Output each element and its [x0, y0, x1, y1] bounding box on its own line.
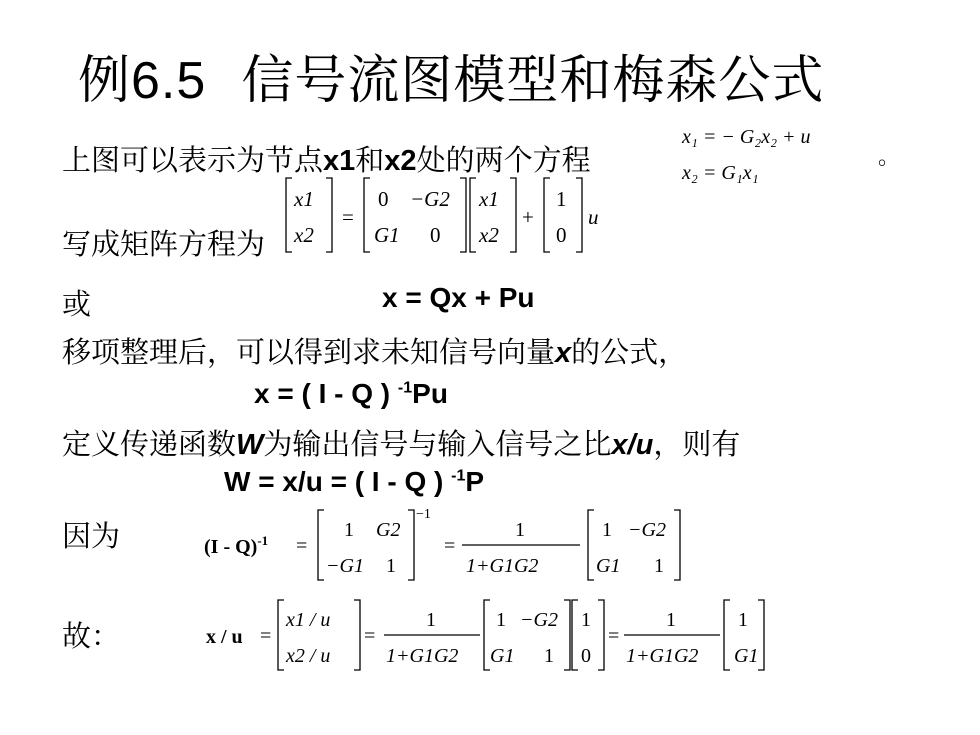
line1-x2: x2: [384, 145, 417, 177]
u-var: u: [588, 205, 599, 229]
line-8-label: 因为: [62, 519, 121, 553]
line-6: [62, 422, 740, 463]
equation-2: x₂ = G₁x₁: [682, 162, 759, 184]
title-number: 6.5: [131, 52, 207, 110]
m11: 1: [344, 519, 354, 541]
equals-b: =: [364, 625, 376, 647]
plus-sign: +: [522, 205, 534, 229]
final-1: 1: [738, 609, 748, 631]
rr21: G1: [490, 645, 515, 667]
p1: 1: [556, 187, 567, 211]
line5-pre: x = ( I - Q ): [254, 378, 398, 409]
line-2: 写成矩阵方程为: [62, 227, 266, 261]
rr11: 1: [496, 609, 506, 631]
line7-pre: W = x/u = ( I - Q ): [224, 466, 452, 497]
r11: 1: [602, 519, 612, 541]
line6-var: W: [236, 429, 264, 461]
line4-var: x: [555, 337, 572, 369]
line1-period: 。: [878, 145, 901, 170]
final-2: G1: [734, 645, 759, 667]
line1-after: 处的两个方程: [416, 143, 591, 177]
q11: 0: [378, 187, 389, 211]
inverse-lhs: (I - Q)$^{-1}$: [204, 533, 269, 558]
q22: 0: [430, 223, 441, 247]
frac1-den: 1+G1G2: [386, 645, 459, 667]
v1: x1 / u: [286, 609, 331, 631]
frac1-num: 1: [426, 609, 436, 631]
equation-1: x₁ = − G₂x₂ + u: [682, 126, 811, 148]
title-rest: 信号流图模型和梅森公式: [241, 51, 825, 111]
inverse-equation: [200, 504, 690, 586]
q12: −G2: [410, 187, 450, 211]
equation-w: [224, 466, 484, 498]
m12: G2: [376, 519, 401, 541]
page-title: [78, 38, 824, 113]
line1-before: 上图可以表示为节点: [62, 143, 324, 177]
r21: G1: [596, 555, 621, 577]
frac2-num: 1: [666, 609, 676, 631]
lhs-x2: x2: [294, 223, 314, 247]
equals-2: =: [444, 535, 456, 557]
line6-before: 定义传递函数: [62, 427, 237, 461]
result-equation: [200, 594, 810, 676]
frac2-den: 1+G1G2: [626, 645, 699, 667]
line-3-label: 或: [62, 287, 92, 321]
matrix-equation: [282, 170, 642, 260]
m21: −G1: [326, 555, 364, 577]
x-vec-2: x2: [479, 223, 499, 247]
lhs-x1: x1: [294, 187, 314, 211]
line-9-label: 故：: [62, 619, 121, 653]
r12: −G2: [628, 519, 666, 541]
rr12: −G2: [520, 609, 558, 631]
result-lhs: x / u: [206, 626, 243, 648]
frac-num: 1: [515, 519, 525, 541]
line5-sup: -1: [397, 379, 413, 397]
equals-c: =: [608, 625, 620, 647]
line7-sup: -1: [451, 467, 466, 485]
line5-post: Pu: [412, 378, 448, 409]
inverse-sup: −1: [416, 507, 431, 522]
line4-after: 的公式，: [571, 335, 688, 369]
m22: 1: [386, 555, 396, 577]
q21: G1: [374, 223, 400, 247]
v2: x2 / u: [286, 645, 331, 667]
pp2: 0: [581, 645, 591, 667]
line6-after: ，则有: [653, 427, 741, 461]
equals-sign: =: [342, 205, 354, 229]
x-vec-1: x1: [479, 187, 499, 211]
line6-ratio: x/u: [611, 429, 654, 461]
line7-post: P: [465, 466, 485, 497]
frac-den: 1+G1G2: [466, 555, 539, 577]
equals-1: =: [296, 535, 308, 557]
title-prefix: 例: [78, 51, 132, 111]
equation-x-qx-pu: x = Qx + Pu: [382, 282, 535, 313]
equation-x-solution: [254, 378, 448, 410]
equals-a: =: [260, 625, 272, 647]
line6-mid: 为输出信号与输入信号之比: [263, 427, 612, 461]
line-4: [62, 330, 687, 371]
pp1: 1: [581, 609, 591, 631]
rr22: 1: [544, 645, 554, 667]
p2: 0: [556, 223, 567, 247]
line4-before: 移项整理后，可以得到求未知信号向量: [62, 335, 556, 369]
r22: 1: [654, 555, 664, 577]
line1-x1: x1: [323, 145, 356, 177]
line1-mid: 和: [355, 143, 385, 177]
